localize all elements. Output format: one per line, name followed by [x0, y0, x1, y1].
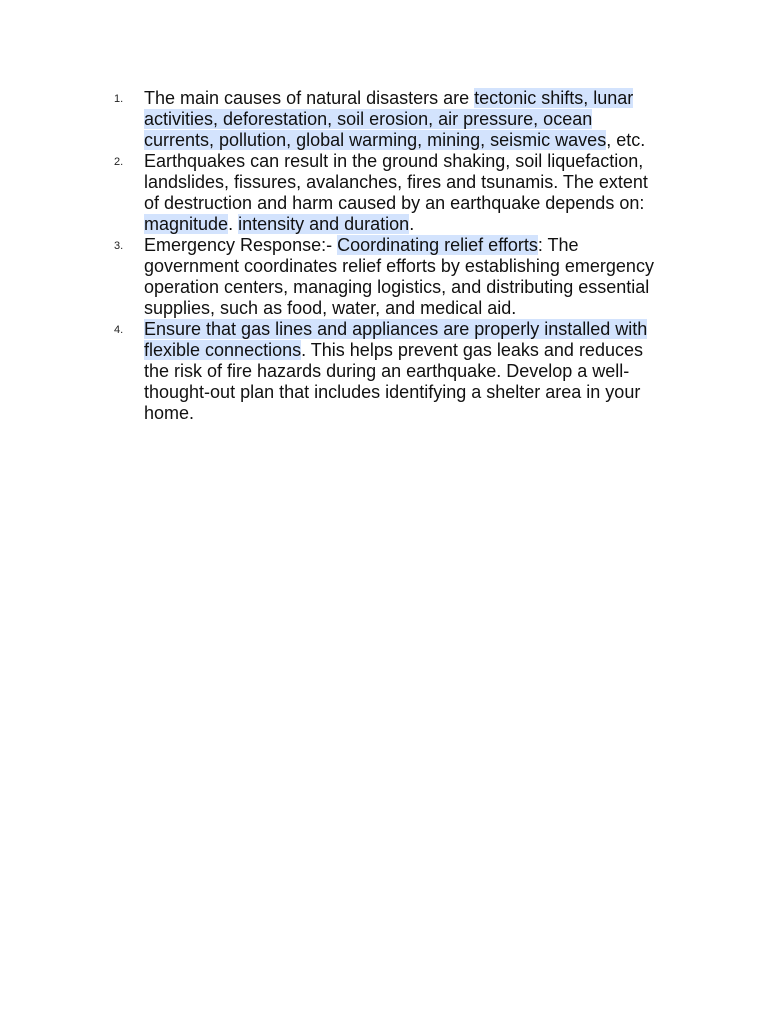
text-segment: Emergency Response:-	[144, 235, 338, 255]
text-segment: . This helps prevent gas leaks and reduces the risk of fire hazards during an earthquake. Develop a well-thought-out plan that includes identifying a shelter area in your home.	[144, 340, 643, 423]
list-text	[144, 151, 648, 234]
list-item-3[interactable]	[110, 235, 655, 319]
list-text	[144, 319, 647, 423]
list-item-4[interactable]	[110, 319, 655, 424]
list-item-1[interactable]	[110, 88, 655, 151]
numbered-list	[110, 88, 655, 424]
list-number: 2.	[114, 156, 124, 168]
list-number: 3.	[114, 240, 124, 252]
list-number: 1.	[114, 93, 124, 105]
text-segment: : The government coordinates relief efforts by establishing emergency operation centers, managing logistics, and distributing essential supplies, such as food, water, and medical aid.	[144, 235, 654, 318]
highlighted-text: Coordinating relief efforts	[337, 235, 538, 255]
text-segment: The main causes of natural disasters are	[144, 88, 475, 108]
text-segment: Earthquakes can result in the ground shaking, soil liquefaction, landslides, fissures, avalanches, fires and tsunamis. The extent of destruction and harm caused by an earthquake depends on:	[144, 151, 648, 213]
highlighted-text: intensity and duration	[238, 214, 410, 234]
text-segment: .	[228, 214, 239, 234]
highlighted-text: magnitude	[144, 214, 229, 234]
list-item-2[interactable]	[110, 151, 655, 235]
list-text	[144, 88, 645, 150]
text-segment: .	[409, 214, 415, 234]
list-text	[144, 235, 654, 318]
list-number: 4.	[114, 324, 124, 336]
highlighted-text: Ensure that gas lines and appliances are properly installed with flexible connections	[144, 319, 648, 360]
text-segment: , etc.	[606, 130, 646, 150]
highlighted-text: tectonic shifts, lunar activities, deforestation, soil erosion, air pressure, ocean currents, pollution, global warming, mining, seismic waves	[144, 88, 634, 150]
